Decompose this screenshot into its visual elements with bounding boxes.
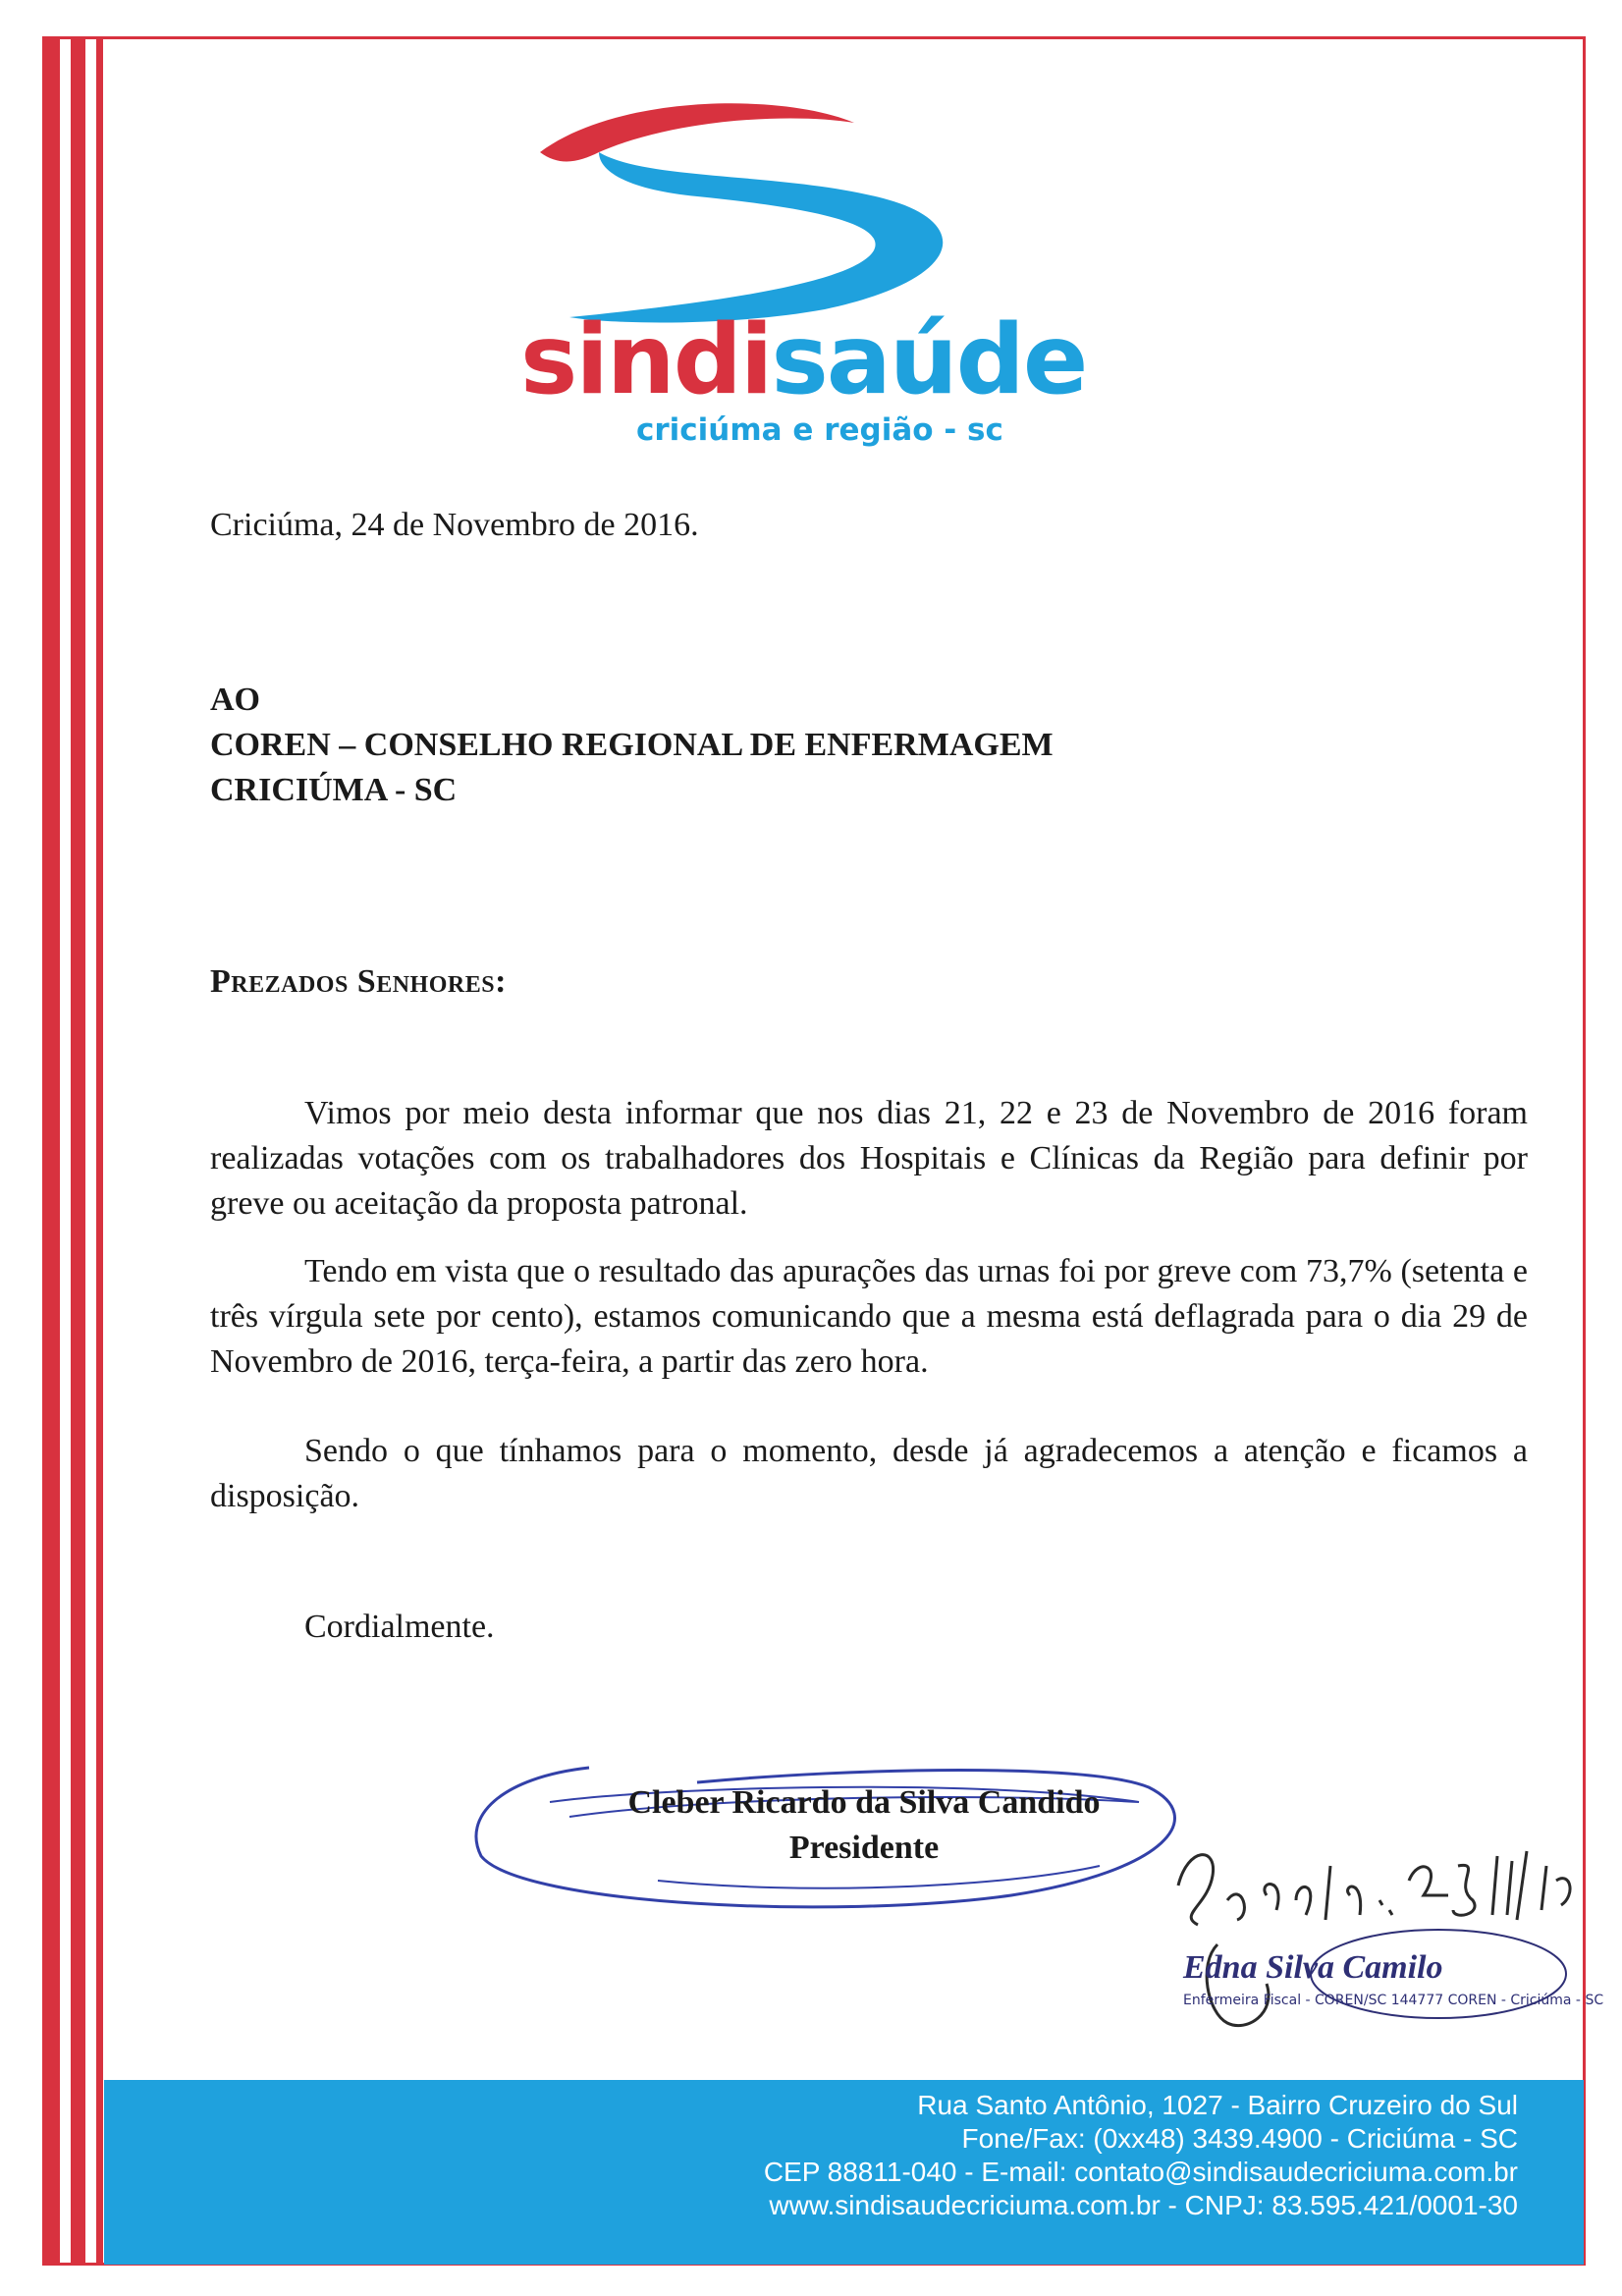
- footer-phone: Fone/Fax: (0xx48) 3439.4900 - Criciúma - SC: [961, 2123, 1518, 2154]
- stamp-detail: Enfermeira Fiscal - COREN/SC 144777 COREN - Criciúma - SC: [1183, 1993, 1604, 2008]
- left-red-stripe-1: [42, 36, 60, 2266]
- letter-salutation: Prezados Senhores:: [210, 963, 507, 1000]
- logo-wordmark-saude: saúde: [771, 304, 1087, 416]
- recipient-line: COREN – CONSELHO REGIONAL DE ENFERMAGEM: [210, 727, 1054, 763]
- received-handwriting-icon: [1159, 1827, 1591, 2043]
- letter-paragraph: Tendo em vista que o resultado das apurações das urnas foi por greve com 73,7% (setenta e três vírgula sete por cento), estamos comunicando que a mesma está deflagrada para o dia 29 de Novembro de 2016, terça-feira, a partir das zero hora.: [210, 1253, 1528, 1380]
- left-red-stripe-3: [96, 36, 103, 2266]
- letter-date: Criciúma, 24 de Novembro de 2016.: [210, 507, 699, 543]
- signer-title: Presidente: [788, 1830, 940, 1866]
- letter-recipient: [210, 678, 1054, 813]
- logo-wordmark-sindi: sindi: [520, 304, 772, 416]
- letter-paragraph: Sendo o que tínhamos para o momento, desde já agradecemos a atenção e ficamos a disposição.: [210, 1433, 1528, 1514]
- logo-wordmark: [520, 304, 1109, 416]
- letter-closing: Cordialmente.: [304, 1609, 495, 1645]
- letter-paragraph: Vimos por meio desta informar que nos dias 21, 22 e 23 de Novembro de 2016 foram realizadas votações com os trabalhadores dos Hospitais e Clínicas da Região para definir por greve ou aceitação da proposta patronal.: [210, 1095, 1528, 1222]
- logo-subtitle: criciúma e região - sc: [636, 412, 1003, 448]
- left-red-stripe-2: [71, 36, 85, 2266]
- footer-contact: [764, 2089, 1518, 2222]
- signer-name: Cleber Ricardo da Silva Candido: [627, 1784, 1101, 1821]
- footer-email[interactable]: CEP 88811-040 - E-mail: contato@sindisaudecriciuma.com.br: [763, 2157, 1518, 2187]
- recipient-line: AO: [210, 682, 260, 718]
- signature-block: [589, 1780, 1139, 1871]
- logo-swoosh-icon: [501, 93, 1051, 329]
- stamp-name: Edna Silva Camilo: [1183, 1949, 1443, 1986]
- recipient-line: CRICIÚMA - SC: [210, 772, 458, 808]
- footer-website[interactable]: www.sindisaudecriciuma.com.br - CNPJ: 83.595.421/0001-30: [769, 2190, 1518, 2220]
- footer-address: Rua Santo Antônio, 1027 - Bairro Cruzeiro do Sul: [917, 2090, 1518, 2120]
